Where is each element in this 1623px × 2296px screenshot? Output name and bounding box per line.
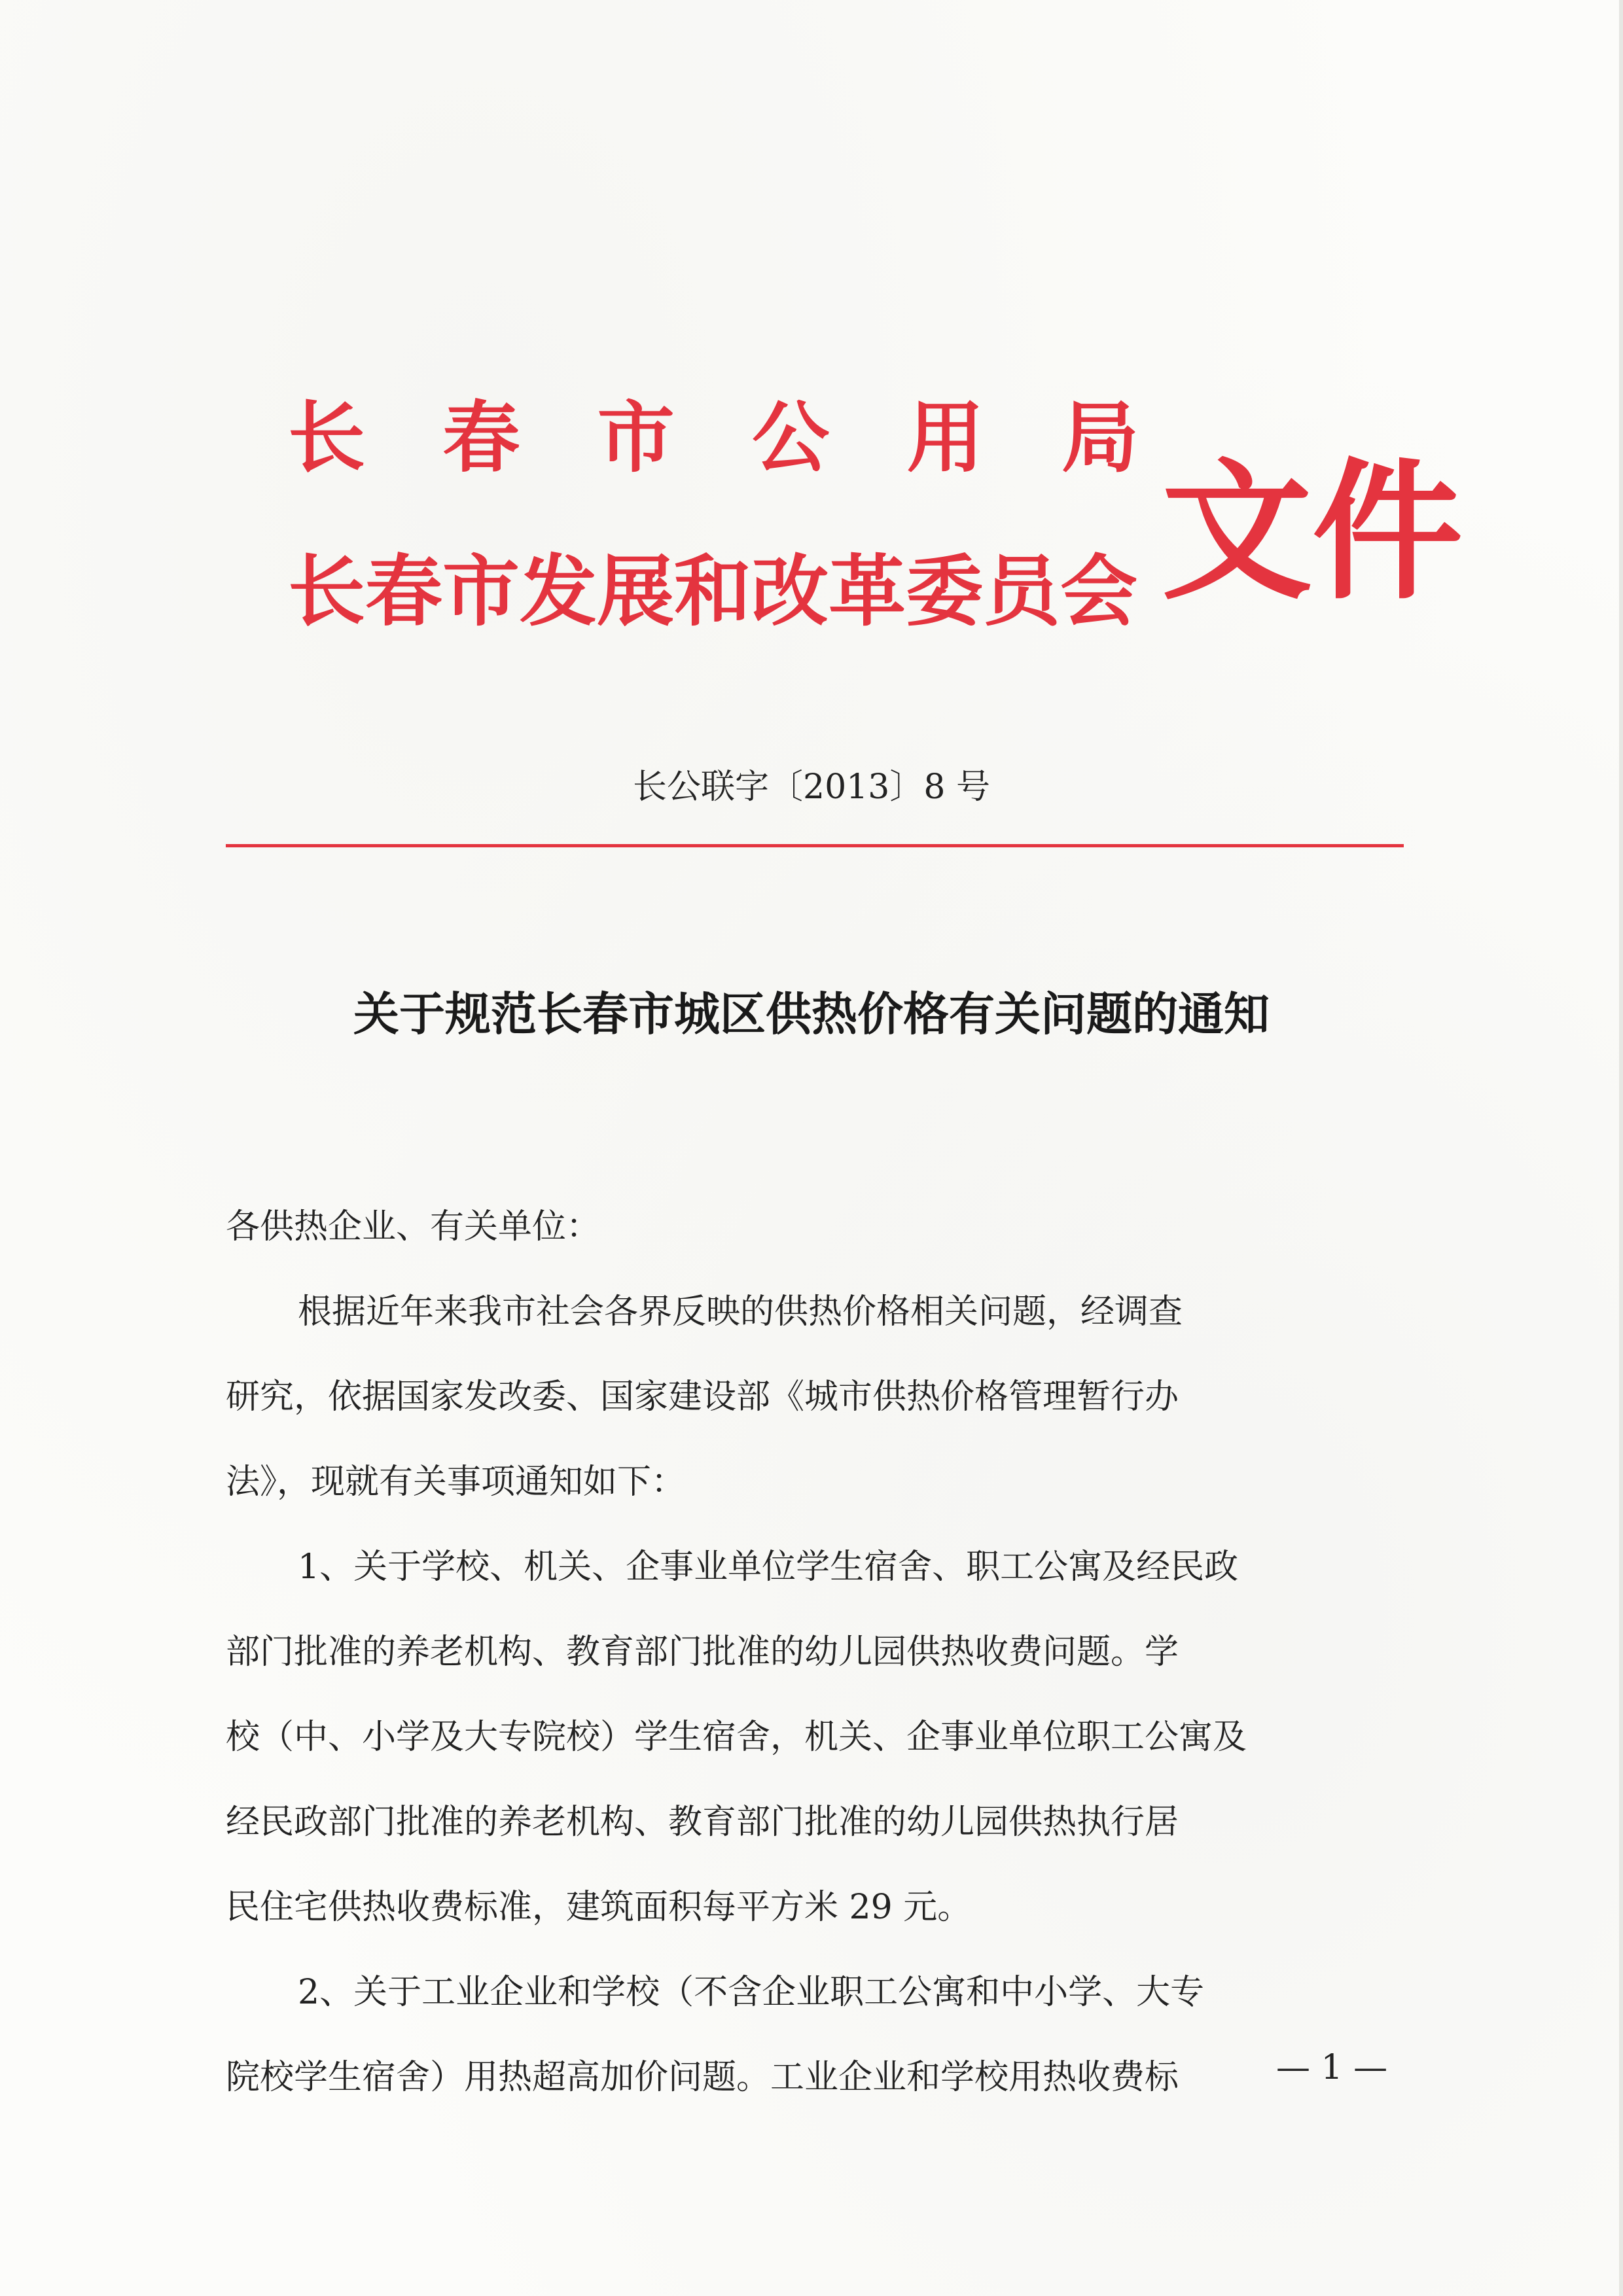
issuer-char: 公: [752, 393, 830, 483]
issuer-char: 长: [288, 393, 366, 483]
body-line: 院校学生宿舍）用热超高加价问题。工业企业和学校用热收费标: [226, 2058, 1179, 2097]
issuer-name-1: [288, 393, 1139, 483]
body-line: 研究，依据国家发改委、国家建设部《城市供热价格管理暂行办: [226, 1377, 1179, 1417]
document-body: [226, 1184, 1417, 2120]
red-divider-line: [226, 844, 1404, 847]
issuer-char: 市: [597, 393, 675, 483]
page-number: — 1 —: [1276, 2048, 1388, 2087]
salutation: 各供热企业、有关单位：: [226, 1207, 601, 1246]
issuer-char: 春: [442, 393, 520, 483]
body-line: 部门批准的养老机构、教育部门批准的幼儿园供热收费问题。学: [226, 1633, 1179, 1672]
body-line: 校（中、小学及大专院校）学生宿舍，机关、企事业单位职工公寓及: [226, 1718, 1247, 1757]
page-edge: [1619, 0, 1623, 2296]
body-line: 2、关于工业企业和学校（不含企业职工公寓和中小学、大专: [298, 1973, 1205, 2012]
document-number: 长公联字〔2013〕8 号: [633, 768, 990, 807]
body-line: 1、关于学校、机关、企事业单位学生宿舍、职工公寓及经民政: [298, 1547, 1239, 1587]
issuer-name-2: 长春市发展和改革委员会: [288, 546, 1138, 637]
body-line: 根据近年来我市社会各界反映的供热价格相关问题，经调查: [298, 1292, 1183, 1332]
body-line: 民住宅供热收费标准，建筑面积每平方米 29 元。: [226, 1888, 972, 1927]
issuer-char: 用: [906, 393, 984, 483]
document-title: 关于规范长春市城区供热价格有关问题的通知: [353, 987, 1270, 1041]
body-line: 经民政部门批准的养老机构、教育部门批准的幼儿园供热执行居: [226, 1803, 1179, 1842]
body-line: 法》，现就有关事项通知如下：: [226, 1462, 686, 1502]
document-type-label: 文件: [1162, 446, 1463, 620]
issuer-char: 局: [1061, 393, 1139, 483]
